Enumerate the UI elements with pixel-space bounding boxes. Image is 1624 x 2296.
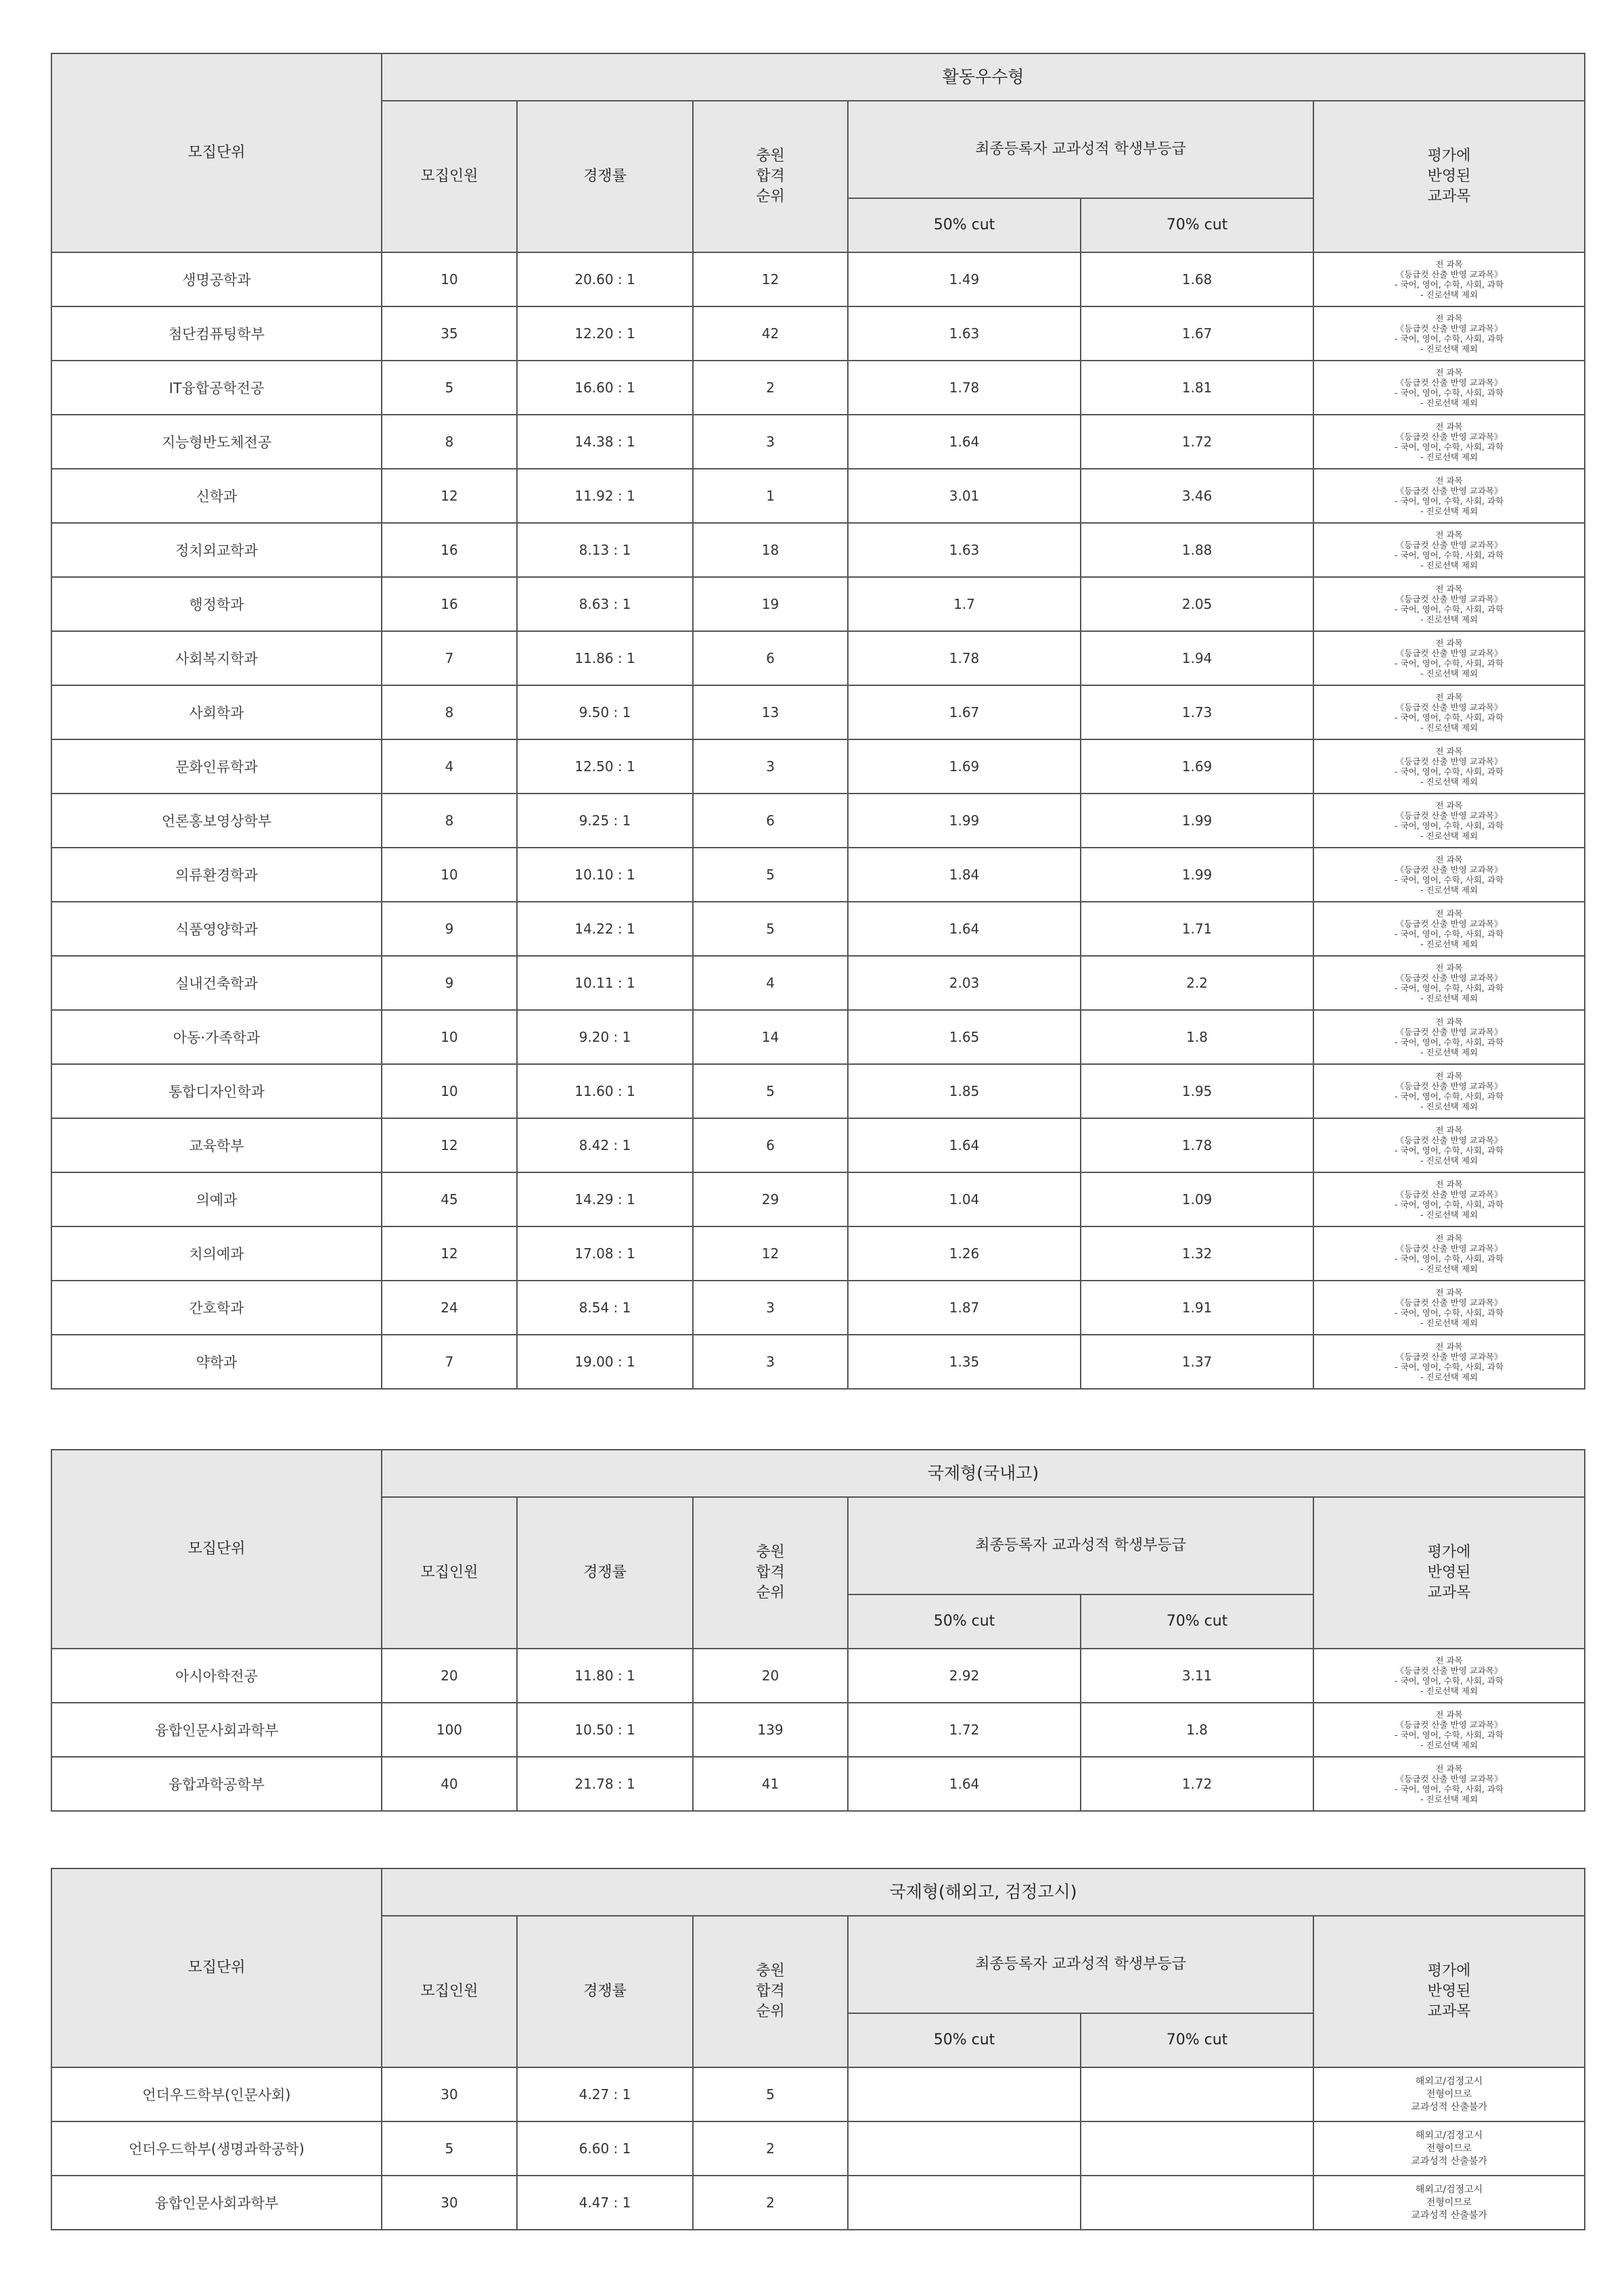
subjects-note-cell: 전 과목 《등급컷 산출 반영 교과목》 - 국어, 영어, 수학, 사회, 과학 - 진로선택 제외 xyxy=(1313,794,1585,848)
quota-cell: 7 xyxy=(382,1335,517,1389)
cut70-cell xyxy=(1081,2067,1313,2121)
header-grade: 최종등록자 교과성적 학생부등급 xyxy=(848,1916,1313,2013)
table-title: 국제형(국내고) xyxy=(382,1450,1585,1497)
rank-cell: 19 xyxy=(693,577,848,631)
cut50-cell: 3.01 xyxy=(848,469,1081,523)
quota-cell: 5 xyxy=(382,361,517,415)
subjects-note-cell: 전 과목 《등급컷 산출 반영 교과목》 - 국어, 영어, 수학, 사회, 과학 - 진로선택 제외 xyxy=(1313,848,1585,902)
ratio-cell: 11.86 : 1 xyxy=(517,631,693,685)
cut50-cell: 1.26 xyxy=(848,1226,1081,1281)
rank-cell: 29 xyxy=(693,1172,848,1226)
cut70-cell: 1.78 xyxy=(1081,1118,1313,1172)
quota-cell: 4 xyxy=(382,739,517,794)
cut70-cell: 1.68 xyxy=(1081,252,1313,306)
quota-cell: 12 xyxy=(382,1118,517,1172)
unit-cell: 의예과 xyxy=(51,1172,382,1226)
rank-cell: 3 xyxy=(693,415,848,469)
subjects-note-cell: 전 과목 《등급컷 산출 반영 교과목》 - 국어, 영어, 수학, 사회, 과학 - 진로선택 제외 xyxy=(1313,252,1585,306)
cut50-cell: 1.84 xyxy=(848,848,1081,902)
cut70-cell xyxy=(1081,2121,1313,2176)
header-ratio: 경쟁률 xyxy=(517,101,693,252)
ratio-cell: 8.42 : 1 xyxy=(517,1118,693,1172)
unit-cell: 첨단컴퓨팅학부 xyxy=(51,306,382,361)
admission-table-intl-abroad xyxy=(51,1868,1585,2230)
subjects-note-cell: 전 과목 《등급컷 산출 반영 교과목》 - 국어, 영어, 수학, 사회, 과학 - 진로선택 제외 xyxy=(1313,1335,1585,1389)
cut50-cell: 1.49 xyxy=(848,252,1081,306)
table-row xyxy=(51,523,1585,577)
cut70-cell: 3.46 xyxy=(1081,469,1313,523)
subjects-note-cell: 전 과목 《등급컷 산출 반영 교과목》 - 국어, 영어, 수학, 사회, 과학 - 진로선택 제외 xyxy=(1313,1226,1585,1281)
header-subjects: 평가에 반영된 교과목 xyxy=(1313,1916,1585,2067)
cut50-cell: 1.72 xyxy=(848,1703,1081,1757)
ratio-cell: 19.00 : 1 xyxy=(517,1335,693,1389)
cut50-cell: 1.35 xyxy=(848,1335,1081,1389)
header-rank: 충원 합격 순위 xyxy=(693,1916,848,2067)
table-row xyxy=(51,361,1585,415)
rank-cell: 2 xyxy=(693,361,848,415)
rank-cell: 5 xyxy=(693,848,848,902)
ratio-cell: 4.47 : 1 xyxy=(517,2176,693,2230)
unit-cell: 간호학과 xyxy=(51,1281,382,1335)
ratio-cell: 21.78 : 1 xyxy=(517,1757,693,1811)
quota-cell: 24 xyxy=(382,1281,517,1335)
quota-cell: 12 xyxy=(382,1226,517,1281)
table-row xyxy=(51,739,1585,794)
rank-cell: 3 xyxy=(693,1281,848,1335)
subjects-note-cell: 해외고/검정고시 전형이므로 교과성적 산출불가 xyxy=(1313,2067,1585,2121)
ratio-cell: 10.50 : 1 xyxy=(517,1703,693,1757)
table-row xyxy=(51,1118,1585,1172)
cut50-cell: 2.92 xyxy=(848,1649,1081,1703)
cut50-cell xyxy=(848,2067,1081,2121)
ratio-cell: 8.54 : 1 xyxy=(517,1281,693,1335)
unit-cell: 사회복지학과 xyxy=(51,631,382,685)
cut50-cell xyxy=(848,2121,1081,2176)
cut70-cell: 1.69 xyxy=(1081,739,1313,794)
subjects-note-cell: 전 과목 《등급컷 산출 반영 교과목》 - 국어, 영어, 수학, 사회, 과학 - 진로선택 제외 xyxy=(1313,956,1585,1010)
quota-cell: 30 xyxy=(382,2067,517,2121)
header-unit: 모집단위 xyxy=(51,53,382,252)
ratio-cell: 9.25 : 1 xyxy=(517,794,693,848)
rank-cell: 13 xyxy=(693,685,848,739)
header-grade: 최종등록자 교과성적 학생부등급 xyxy=(848,101,1313,198)
unit-cell: 실내건축학과 xyxy=(51,956,382,1010)
unit-cell: 통합디자인학과 xyxy=(51,1064,382,1118)
table-row xyxy=(51,794,1585,848)
table-row xyxy=(51,577,1585,631)
table-row xyxy=(51,415,1585,469)
quota-cell: 20 xyxy=(382,1649,517,1703)
header-cut50: 50% cut xyxy=(848,198,1081,252)
cut70-cell: 2.2 xyxy=(1081,956,1313,1010)
quota-cell: 10 xyxy=(382,1064,517,1118)
ratio-cell: 14.29 : 1 xyxy=(517,1172,693,1226)
ratio-cell: 12.50 : 1 xyxy=(517,739,693,794)
ratio-cell: 8.63 : 1 xyxy=(517,577,693,631)
table-row xyxy=(51,1757,1585,1811)
rank-cell: 14 xyxy=(693,1010,848,1064)
table-row xyxy=(51,956,1585,1010)
subjects-note-cell: 전 과목 《등급컷 산출 반영 교과목》 - 국어, 영어, 수학, 사회, 과학 - 진로선택 제외 xyxy=(1313,1118,1585,1172)
header-unit: 모집단위 xyxy=(51,1450,382,1649)
quota-cell: 5 xyxy=(382,2121,517,2176)
ratio-cell: 14.22 : 1 xyxy=(517,902,693,956)
unit-cell: 융합인문사회과학부 xyxy=(51,2176,382,2230)
unit-cell: 융합인문사회과학부 xyxy=(51,1703,382,1757)
header-subjects: 평가에 반영된 교과목 xyxy=(1313,1497,1585,1649)
rank-cell: 18 xyxy=(693,523,848,577)
ratio-cell: 11.92 : 1 xyxy=(517,469,693,523)
header-cut70: 70% cut xyxy=(1081,2013,1313,2067)
subjects-note-cell: 전 과목 《등급컷 산출 반영 교과목》 - 국어, 영어, 수학, 사회, 과학 - 진로선택 제외 xyxy=(1313,577,1585,631)
unit-cell: 약학과 xyxy=(51,1335,382,1389)
quota-cell: 10 xyxy=(382,848,517,902)
cut50-cell: 1.78 xyxy=(848,631,1081,685)
unit-cell: 문화인류학과 xyxy=(51,739,382,794)
table-title: 활동우수형 xyxy=(382,53,1585,101)
subjects-note-cell: 전 과목 《등급컷 산출 반영 교과목》 - 국어, 영어, 수학, 사회, 과학 - 진로선택 제외 xyxy=(1313,1064,1585,1118)
header-quota: 모집인원 xyxy=(382,101,517,252)
ratio-cell: 6.60 : 1 xyxy=(517,2121,693,2176)
ratio-cell: 10.10 : 1 xyxy=(517,848,693,902)
cut70-cell: 1.73 xyxy=(1081,685,1313,739)
quota-cell: 9 xyxy=(382,902,517,956)
cut70-cell: 1.91 xyxy=(1081,1281,1313,1335)
header-quota: 모집인원 xyxy=(382,1497,517,1649)
subjects-note-cell: 전 과목 《등급컷 산출 반영 교과목》 - 국어, 영어, 수학, 사회, 과학 - 진로선택 제외 xyxy=(1313,1703,1585,1757)
quota-cell: 100 xyxy=(382,1703,517,1757)
cut70-cell: 1.8 xyxy=(1081,1703,1313,1757)
cut50-cell: 1.87 xyxy=(848,1281,1081,1335)
cut50-cell: 1.69 xyxy=(848,739,1081,794)
rank-cell: 5 xyxy=(693,2067,848,2121)
unit-cell: 아동·가족학과 xyxy=(51,1010,382,1064)
cut70-cell: 1.88 xyxy=(1081,523,1313,577)
ratio-cell: 10.11 : 1 xyxy=(517,956,693,1010)
header-unit: 모집단위 xyxy=(51,1868,382,2067)
ratio-cell: 9.20 : 1 xyxy=(517,1010,693,1064)
ratio-cell: 14.38 : 1 xyxy=(517,415,693,469)
header-rank: 충원 합격 순위 xyxy=(693,101,848,252)
quota-cell: 35 xyxy=(382,306,517,361)
cut70-cell: 1.99 xyxy=(1081,794,1313,848)
rank-cell: 4 xyxy=(693,956,848,1010)
unit-cell: 사회학과 xyxy=(51,685,382,739)
subjects-note-cell: 전 과목 《등급컷 산출 반영 교과목》 - 국어, 영어, 수학, 사회, 과학 - 진로선택 제외 xyxy=(1313,1172,1585,1226)
unit-cell: 지능형반도체전공 xyxy=(51,415,382,469)
cut70-cell: 1.94 xyxy=(1081,631,1313,685)
rank-cell: 5 xyxy=(693,902,848,956)
rank-cell: 3 xyxy=(693,1335,848,1389)
table-row xyxy=(51,685,1585,739)
cut50-cell: 1.85 xyxy=(848,1064,1081,1118)
ratio-cell: 16.60 : 1 xyxy=(517,361,693,415)
subjects-note-cell: 전 과목 《등급컷 산출 반영 교과목》 - 국어, 영어, 수학, 사회, 과학 - 진로선택 제외 xyxy=(1313,1010,1585,1064)
subjects-note-cell: 전 과목 《등급컷 산출 반영 교과목》 - 국어, 영어, 수학, 사회, 과학 - 진로선택 제외 xyxy=(1313,739,1585,794)
cut70-cell: 1.32 xyxy=(1081,1226,1313,1281)
cut50-cell: 1.7 xyxy=(848,577,1081,631)
subjects-note-cell: 전 과목 《등급컷 산출 반영 교과목》 - 국어, 영어, 수학, 사회, 과학 - 진로선택 제외 xyxy=(1313,1757,1585,1811)
cut70-cell: 1.37 xyxy=(1081,1335,1313,1389)
header-cut70: 70% cut xyxy=(1081,1594,1313,1649)
subjects-note-cell: 전 과목 《등급컷 산출 반영 교과목》 - 국어, 영어, 수학, 사회, 과학 - 진로선택 제외 xyxy=(1313,306,1585,361)
rank-cell: 20 xyxy=(693,1649,848,1703)
ratio-cell: 20.60 : 1 xyxy=(517,252,693,306)
subjects-note-cell: 해외고/검정고시 전형이므로 교과성적 산출불가 xyxy=(1313,2176,1585,2230)
header-cut50: 50% cut xyxy=(848,2013,1081,2067)
ratio-cell: 11.60 : 1 xyxy=(517,1064,693,1118)
table-title: 국제형(해외고, 검정고시) xyxy=(382,1868,1585,1916)
quota-cell: 8 xyxy=(382,415,517,469)
cut50-cell: 1.67 xyxy=(848,685,1081,739)
unit-cell: 생명공학과 xyxy=(51,252,382,306)
quota-cell: 7 xyxy=(382,631,517,685)
unit-cell: 언더우드학부(생명과학공학) xyxy=(51,2121,382,2176)
subjects-note-cell: 해외고/검정고시 전형이므로 교과성적 산출불가 xyxy=(1313,2121,1585,2176)
admission-table-intl-domestic xyxy=(51,1449,1585,1812)
quota-cell: 8 xyxy=(382,685,517,739)
cut50-cell: 1.64 xyxy=(848,415,1081,469)
table-row xyxy=(51,1064,1585,1118)
subjects-note-cell: 전 과목 《등급컷 산출 반영 교과목》 - 국어, 영어, 수학, 사회, 과학 - 진로선택 제외 xyxy=(1313,523,1585,577)
cut70-cell: 1.09 xyxy=(1081,1172,1313,1226)
cut70-cell: 2.05 xyxy=(1081,577,1313,631)
unit-cell: 언론홍보영상학부 xyxy=(51,794,382,848)
header-ratio: 경쟁률 xyxy=(517,1497,693,1649)
unit-cell: 언더우드학부(인문사회) xyxy=(51,2067,382,2121)
cut70-cell: 1.95 xyxy=(1081,1064,1313,1118)
cut50-cell: 2.03 xyxy=(848,956,1081,1010)
rank-cell: 6 xyxy=(693,794,848,848)
ratio-cell: 4.27 : 1 xyxy=(517,2067,693,2121)
unit-cell: 치의예과 xyxy=(51,1226,382,1281)
unit-cell: 정치외교학과 xyxy=(51,523,382,577)
cut70-cell: 1.81 xyxy=(1081,361,1313,415)
header-subjects: 평가에 반영된 교과목 xyxy=(1313,101,1585,252)
rank-cell: 12 xyxy=(693,252,848,306)
unit-cell: 융합과학공학부 xyxy=(51,1757,382,1811)
ratio-cell: 8.13 : 1 xyxy=(517,523,693,577)
cut50-cell xyxy=(848,2176,1081,2230)
cut50-cell: 1.63 xyxy=(848,523,1081,577)
cut70-cell: 1.99 xyxy=(1081,848,1313,902)
table-row xyxy=(51,1226,1585,1281)
header-quota: 모집인원 xyxy=(382,1916,517,2067)
rank-cell: 6 xyxy=(693,1118,848,1172)
ratio-cell: 12.20 : 1 xyxy=(517,306,693,361)
cut50-cell: 1.63 xyxy=(848,306,1081,361)
rank-cell: 139 xyxy=(693,1703,848,1757)
quota-cell: 10 xyxy=(382,1010,517,1064)
quota-cell: 16 xyxy=(382,577,517,631)
cut70-cell: 1.72 xyxy=(1081,1757,1313,1811)
quota-cell: 16 xyxy=(382,523,517,577)
cut70-cell: 1.67 xyxy=(1081,306,1313,361)
table-row xyxy=(51,252,1585,306)
unit-cell: 행정학과 xyxy=(51,577,382,631)
ratio-cell: 9.50 : 1 xyxy=(517,685,693,739)
quota-cell: 12 xyxy=(382,469,517,523)
cut50-cell: 1.64 xyxy=(848,902,1081,956)
unit-cell: 교육학부 xyxy=(51,1118,382,1172)
table-row xyxy=(51,902,1585,956)
rank-cell: 42 xyxy=(693,306,848,361)
subjects-note-cell: 전 과목 《등급컷 산출 반영 교과목》 - 국어, 영어, 수학, 사회, 과학 - 진로선택 제외 xyxy=(1313,415,1585,469)
subjects-note-cell: 전 과목 《등급컷 산출 반영 교과목》 - 국어, 영어, 수학, 사회, 과학 - 진로선택 제외 xyxy=(1313,685,1585,739)
unit-cell: 신학과 xyxy=(51,469,382,523)
table-row xyxy=(51,1703,1585,1757)
quota-cell: 45 xyxy=(382,1172,517,1226)
header-grade: 최종등록자 교과성적 학생부등급 xyxy=(848,1497,1313,1594)
subjects-note-cell: 전 과목 《등급컷 산출 반영 교과목》 - 국어, 영어, 수학, 사회, 과학 - 진로선택 제외 xyxy=(1313,631,1585,685)
table-row xyxy=(51,1335,1585,1389)
rank-cell: 41 xyxy=(693,1757,848,1811)
admission-table-activity xyxy=(51,53,1585,1390)
rank-cell: 6 xyxy=(693,631,848,685)
table-row xyxy=(51,2121,1585,2176)
table-row xyxy=(51,631,1585,685)
cut50-cell: 1.65 xyxy=(848,1010,1081,1064)
cut50-cell: 1.99 xyxy=(848,794,1081,848)
subjects-note-cell: 전 과목 《등급컷 산출 반영 교과목》 - 국어, 영어, 수학, 사회, 과학 - 진로선택 제외 xyxy=(1313,1649,1585,1703)
table-row xyxy=(51,2067,1585,2121)
unit-cell: IT융합공학전공 xyxy=(51,361,382,415)
header-ratio: 경쟁률 xyxy=(517,1916,693,2067)
table-row xyxy=(51,469,1585,523)
rank-cell: 12 xyxy=(693,1226,848,1281)
cut70-cell: 1.72 xyxy=(1081,415,1313,469)
rank-cell: 5 xyxy=(693,1064,848,1118)
rank-cell: 1 xyxy=(693,469,848,523)
header-cut70: 70% cut xyxy=(1081,198,1313,252)
header-rank: 충원 합격 순위 xyxy=(693,1497,848,1649)
cut70-cell: 3.11 xyxy=(1081,1649,1313,1703)
table-row xyxy=(51,848,1585,902)
quota-cell: 8 xyxy=(382,794,517,848)
quota-cell: 40 xyxy=(382,1757,517,1811)
cut50-cell: 1.78 xyxy=(848,361,1081,415)
quota-cell: 9 xyxy=(382,956,517,1010)
subjects-note-cell: 전 과목 《등급컷 산출 반영 교과목》 - 국어, 영어, 수학, 사회, 과학 - 진로선택 제외 xyxy=(1313,469,1585,523)
cut70-cell: 1.71 xyxy=(1081,902,1313,956)
rank-cell: 2 xyxy=(693,2121,848,2176)
table-row xyxy=(51,1172,1585,1226)
subjects-note-cell: 전 과목 《등급컷 산출 반영 교과목》 - 국어, 영어, 수학, 사회, 과학 - 진로선택 제외 xyxy=(1313,902,1585,956)
subjects-note-cell: 전 과목 《등급컷 산출 반영 교과목》 - 국어, 영어, 수학, 사회, 과학 - 진로선택 제외 xyxy=(1313,361,1585,415)
table-row xyxy=(51,1010,1585,1064)
quota-cell: 10 xyxy=(382,252,517,306)
header-cut50: 50% cut xyxy=(848,1594,1081,1649)
subjects-note-cell: 전 과목 《등급컷 산출 반영 교과목》 - 국어, 영어, 수학, 사회, 과학 - 진로선택 제외 xyxy=(1313,1281,1585,1335)
table-row xyxy=(51,306,1585,361)
rank-cell: 3 xyxy=(693,739,848,794)
quota-cell: 30 xyxy=(382,2176,517,2230)
cut50-cell: 1.64 xyxy=(848,1757,1081,1811)
unit-cell: 식품영양학과 xyxy=(51,902,382,956)
cut50-cell: 1.04 xyxy=(848,1172,1081,1226)
table-row xyxy=(51,1281,1585,1335)
cut70-cell: 1.8 xyxy=(1081,1010,1313,1064)
ratio-cell: 11.80 : 1 xyxy=(517,1649,693,1703)
table-row xyxy=(51,2176,1585,2230)
rank-cell: 2 xyxy=(693,2176,848,2230)
unit-cell: 의류환경학과 xyxy=(51,848,382,902)
cut50-cell: 1.64 xyxy=(848,1118,1081,1172)
table-row xyxy=(51,1649,1585,1703)
unit-cell: 아시아학전공 xyxy=(51,1649,382,1703)
ratio-cell: 17.08 : 1 xyxy=(517,1226,693,1281)
cut70-cell xyxy=(1081,2176,1313,2230)
